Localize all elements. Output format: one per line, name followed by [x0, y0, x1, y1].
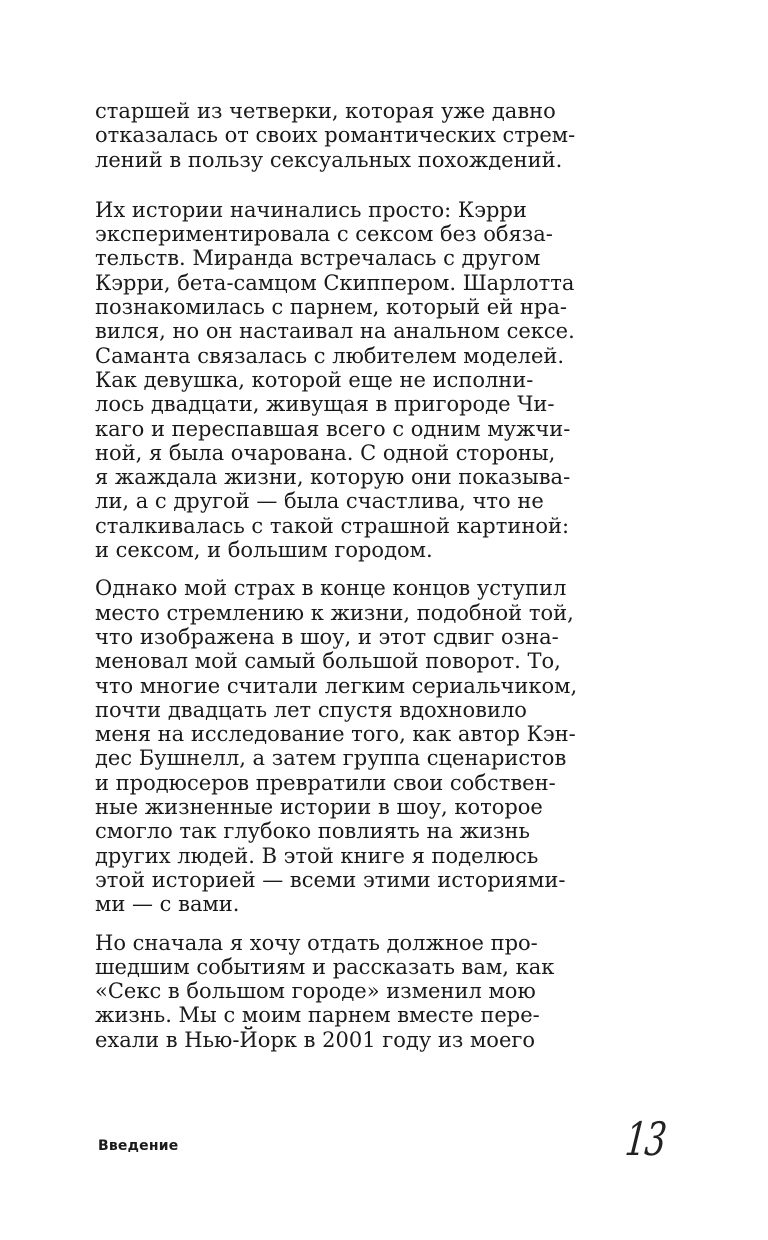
text-line: и сексом, и большим городом.: [95, 538, 433, 563]
text-line: ли, а с другой — была счастлива, что не: [95, 489, 544, 514]
text-line: лось двадцати, живущая в пригороде Чи-: [95, 392, 555, 417]
text-line: Их истории начинались просто: Кэрри: [95, 197, 527, 222]
text-line: почти двадцать лет спустя вдохновило: [95, 697, 527, 722]
text-line: Саманта связалась с любителем моделей.: [95, 343, 565, 368]
text-line: «Секс в большом городе» изменил мою: [95, 979, 536, 1004]
text-line: что многие считали легким сериальчиком,: [95, 673, 578, 698]
text-line: меня на исследование того, как автор Кэн-: [95, 722, 576, 747]
text-line: каго и переспавшая всего с одним мужчи-: [95, 416, 571, 441]
running-footer-section-title: Введение: [98, 1138, 179, 1154]
text-line: меновал мой самый большой поворот. То,: [95, 649, 561, 674]
text-line: Но сначала я хочу отдать должное про-: [95, 930, 538, 955]
text-line: тельств. Миранда встречалась с другом: [95, 246, 541, 271]
text-line: место стремлению к жизни, подобной той,: [95, 600, 574, 625]
text-line: жизнь. Мы с моим парнем вместе пере-: [95, 1003, 540, 1028]
text-line: ми — с вами.: [95, 892, 240, 917]
text-line: других людей. В этой книге я поделюсь: [95, 843, 539, 868]
text-line: экспериментировала с сексом без обяза-: [95, 222, 553, 247]
text-line: познакомилась с парнем, который ей нра-: [95, 295, 567, 320]
page-number: 13: [622, 1112, 668, 1166]
text-line: Однако мой страх в конце концов уступил: [95, 576, 567, 601]
text-line: Кэрри, бета-самцом Скиппером. Шарлотта: [95, 270, 575, 295]
paragraph-3: [95, 576, 578, 917]
text-line: вился, но он настаивал на анальном сексе.: [95, 319, 575, 344]
text-line: ные жизненные истории в шоу, которое: [95, 795, 543, 820]
text-line: лений в пользу сексуальных похождений.: [95, 147, 563, 172]
text-line: шедшим событиям и рассказать вам, как: [95, 954, 555, 979]
text-line: что изображена в шоу, и этот сдвиг озна-: [95, 624, 559, 649]
text-line: старшей из четверки, которая уже давно: [95, 99, 556, 123]
text-line: дес Бушнелл, а затем группа сценаристов: [95, 746, 567, 771]
body-text: [95, 99, 578, 1052]
paragraph-4: [95, 930, 555, 1052]
text-line: ной, я была очарована. С одной стороны,: [95, 440, 556, 465]
text-line: отказалась от своих романтических стрем-: [95, 123, 576, 148]
text-line: я жаждала жизни, которую они показыва-: [95, 465, 571, 490]
paragraph-2: [95, 197, 575, 563]
paragraph-1: [95, 99, 576, 172]
text-line: смогло так глубоко повлиять на жизнь: [95, 819, 530, 844]
text-line: сталкивалась с такой страшной картиной:: [95, 513, 570, 538]
text-line: этой историей — всеми этими историями-: [95, 867, 566, 892]
text-line: Как девушка, которой еще не исполни-: [95, 367, 534, 392]
text-line: ехали в Нью-Йорк в 2001 году из моего: [95, 1027, 536, 1052]
text-line: и продюсеров превратили свои собствен-: [95, 770, 556, 795]
